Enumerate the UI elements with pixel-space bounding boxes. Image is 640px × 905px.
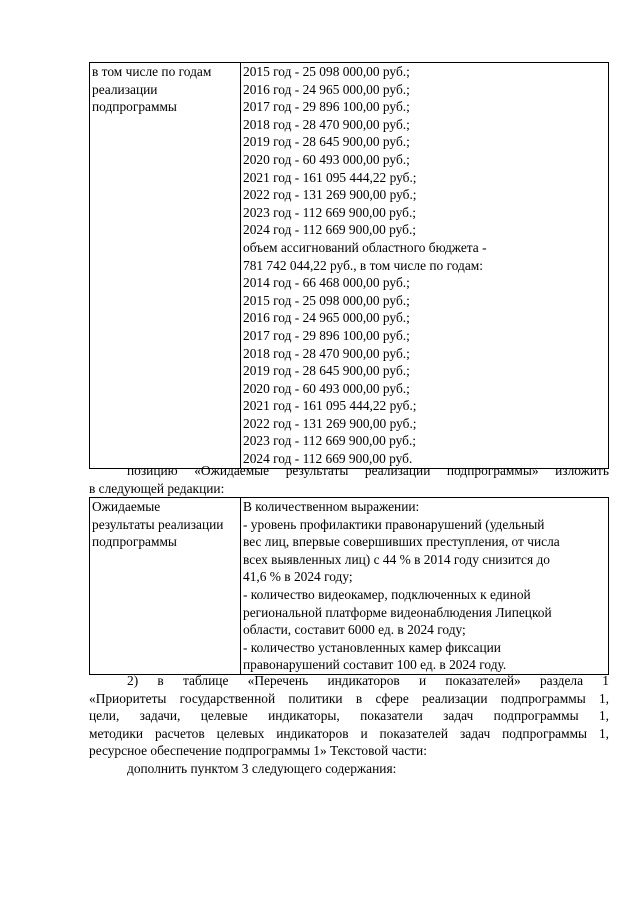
expected-results-line: - уровень профилактики правонарушений (удельный <box>243 516 545 532</box>
paragraph-line: «Приоритеты государственной политики в сфере реализации подпрограммы 1, <box>89 690 609 706</box>
funding-line: 2022 год - 131 269 900,00 руб.; <box>243 187 417 203</box>
expected-results-line: В количественном выражении: <box>243 499 420 514</box>
expected-results-line: - количество видеокамер, подключенных к единой <box>243 586 531 602</box>
funding-line: объем ассигнований областного бюджета - <box>243 239 487 255</box>
funding-line: 2021 год - 161 095 444,22 руб.; <box>243 169 417 185</box>
funding-line: 2019 год - 28 645 900,00 руб.; <box>243 363 410 379</box>
funding-table <box>89 62 609 469</box>
funding-line: 2022 год - 131 269 900,00 руб.; <box>243 415 417 431</box>
funding-values-cell <box>241 63 609 469</box>
paragraph-line: методики расчетов целевых индикаторов и показателей задач подпрограммы 1, <box>89 725 609 741</box>
funding-line: 2015 год - 25 098 000,00 руб.; <box>243 292 410 308</box>
funding-line: 781 742 044,22 руб., в том числе по годам: <box>243 257 483 273</box>
expected-results-label-line: результаты реализации <box>92 516 224 532</box>
funding-line: 2018 год - 28 470 900,00 руб.; <box>243 116 410 132</box>
expected-results-label-line: подпрограммы <box>92 534 177 550</box>
amendment-paragraph <box>89 672 609 760</box>
expected-results-line: - количество установленных камер фиксации <box>243 639 501 655</box>
expected-results-row <box>90 498 609 675</box>
funding-line: 2016 год - 24 965 000,00 руб.; <box>243 81 410 97</box>
funding-line: 2016 год - 24 965 000,00 руб.; <box>243 310 410 326</box>
paragraph-line: дополнить пунктом 3 следующего содержания: <box>127 761 397 776</box>
funding-label-line: в том числе по годам <box>92 64 212 79</box>
expected-results-line: региональной платформе видеонаблюдения Липецкой <box>243 604 552 620</box>
funding-label-cell <box>90 63 241 469</box>
expected-results-line: правонарушений составит 100 ед. в 2024 году. <box>243 657 507 673</box>
funding-line: 2024 год - 112 669 900,00 руб. <box>243 451 413 467</box>
paragraph-line: позицию «Ожидаемые результаты реализации подпрограммы» изложить <box>127 463 609 478</box>
expected-results-label-line: Ожидаемые <box>92 499 161 514</box>
funding-line: 2023 год - 112 669 900,00 руб.; <box>243 433 417 449</box>
funding-line: 2017 год - 29 896 100,00 руб.; <box>243 327 410 343</box>
funding-line: 2021 год - 161 095 444,22 руб.; <box>243 398 417 414</box>
funding-line: 2017 год - 29 896 100,00 руб.; <box>243 99 410 115</box>
funding-line: 2019 год - 28 645 900,00 руб.; <box>243 134 410 150</box>
expected-results-table <box>89 497 609 675</box>
funding-line: 2023 год - 112 669 900,00 руб.; <box>243 204 417 220</box>
paragraph-line: в следующей редакции: <box>89 480 225 496</box>
funding-line: 2014 год - 66 468 000,00 руб.; <box>243 275 410 291</box>
expected-results-line: области, составит 6000 ед. в 2024 году; <box>243 622 466 638</box>
funding-line: 2020 год - 60 493 000,00 руб.; <box>243 380 410 396</box>
funding-label-line: реализации <box>92 81 158 97</box>
funding-line: 2015 год - 25 098 000,00 руб.; <box>243 64 410 79</box>
funding-line: 2020 год - 60 493 000,00 руб.; <box>243 151 410 167</box>
instruction-paragraph <box>89 462 609 497</box>
expected-results-line: вес лиц, впервые совершивших преступления, от числа <box>243 534 560 550</box>
expected-results-line: всех выявленных лиц) с 44 % в 2014 году снизится до <box>243 551 550 567</box>
expected-results-text-cell <box>241 498 609 675</box>
addition-paragraph <box>89 760 609 778</box>
funding-label-line: подпрограммы <box>92 99 177 115</box>
paragraph-line: ресурсное обеспечение подпрограммы 1» Текстовой части: <box>89 743 427 759</box>
funding-row <box>90 63 609 469</box>
funding-line: 2018 год - 28 470 900,00 руб.; <box>243 345 410 361</box>
funding-line: 2024 год - 112 669 900,00 руб.; <box>243 222 417 238</box>
paragraph-line: цели, задачи, целевые индикаторы, показатели задач подпрограммы 1, <box>89 708 609 724</box>
paragraph-line: 2) в таблице «Перечень индикаторов и показателей» раздела 1 <box>127 673 609 688</box>
expected-results-line: 41,6 % в 2024 году; <box>243 569 353 585</box>
expected-results-label-cell <box>90 498 241 675</box>
